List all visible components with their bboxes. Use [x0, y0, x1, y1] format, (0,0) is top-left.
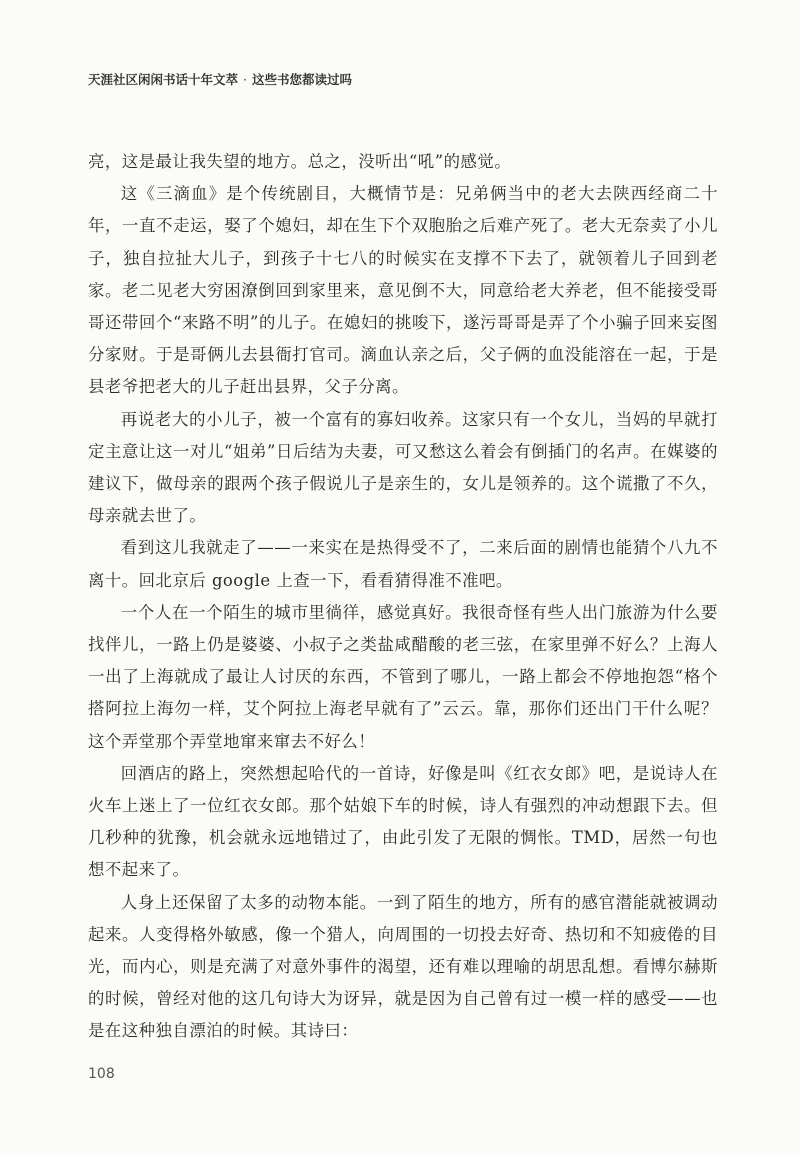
body-text	[88, 146, 718, 1048]
paragraph: 再说老大的小儿子，被一个富有的寡妇收养。这家只有一个女儿，当妈的早就打定主意让这一对儿“姐弟”日后结为夫妻，可又愁这么着会有倒插门的名声。在媒婆的建议下，做母亲的跟两个孩子假说儿子是亲生的，女儿是领养的。这个谎撒了不久，母亲就去世了。	[88, 409, 718, 526]
paragraph: 回酒店的路上，突然想起哈代的一首诗，好像是叫《红衣女郎》吧，是说诗人在火车上迷上了一位红衣女郎。那个姑娘下车的时候，诗人有强烈的冲动想跟下去。但几秒种的犹豫，机会就永远地错过了，由此引发了无限的惆怅。TMD，居然一句也想不起来了。	[88, 763, 718, 880]
paragraph: 一个人在一个陌生的城市里徜徉，感觉真好。我很奇怪有些人出门旅游为什么要找伴儿，一路上仍是婆婆、小叔子之类盐咸醋酸的老三弦，在家里弹不好么？上海人一出了上海就成了最让人讨厌的东西，不管到了哪儿，一路上都会不停地抱怨“格个搭阿拉上海勿一样，艾个阿拉上海老早就有了”云云。靠，那你们还出门干什么呢？这个弄堂那个弄堂地窜来窜去不好么！	[88, 602, 718, 751]
running-header	[88, 70, 352, 88]
chapter-title: 这些书您都读过吗	[252, 72, 353, 87]
paragraph: 人身上还保留了太多的动物本能。一到了陌生的地方，所有的感官潜能就被调动起来。人变得格外敏感，像一个猎人，向周围的一切投去好奇、热切和不知疲倦的目光，而内心，则是充满了对意外事件的渴望，还有难以理喻的胡思乱想。看博尔赫斯的时候，曾经对他的这几句诗大为讶异，就是因为自己曾有过一模一样的感受——也是在这种独自漂泊的时候。其诗曰：	[88, 892, 718, 1041]
header-separator: ·	[243, 72, 247, 87]
book-title: 天涯社区闲闲书话十年文萃	[88, 72, 239, 87]
page-number: 108	[88, 1066, 115, 1082]
paragraph: 这《三滴血》是个传统剧目，大概情节是：兄弟俩当中的老大去陕西经商二十年，一直不走运，娶了个媳妇，却在生下个双胞胎之后难产死了。老大无奈卖了小儿子，独自拉扯大儿子，到孩子十七八的时候实在支撑不下去了，就领着儿子回到老家。老二见老大穷困潦倒回到家里来，意见倒不大，同意给老大养老，但不能接受哥哥还带回个“来路不明”的儿子。在媳妇的挑唆下，遂污哥哥是弄了个小骗子回来妄图分家财。于是哥俩儿去县衙打官司。滴血认亲之后，父子俩的血没能溶在一起，于是县老爷把老大的儿子赶出县界，父子分离。	[88, 184, 718, 397]
paragraph-continuation: 亮，这是最让我失望的地方。总之，没听出“吼”的感觉。	[88, 152, 512, 171]
paragraph: 看到这儿我就走了——一来实在是热得受不了，二来后面的剧情也能猜个八九不离十。回北京后 google 上查一下，看看猜得准不准吧。	[88, 538, 718, 590]
